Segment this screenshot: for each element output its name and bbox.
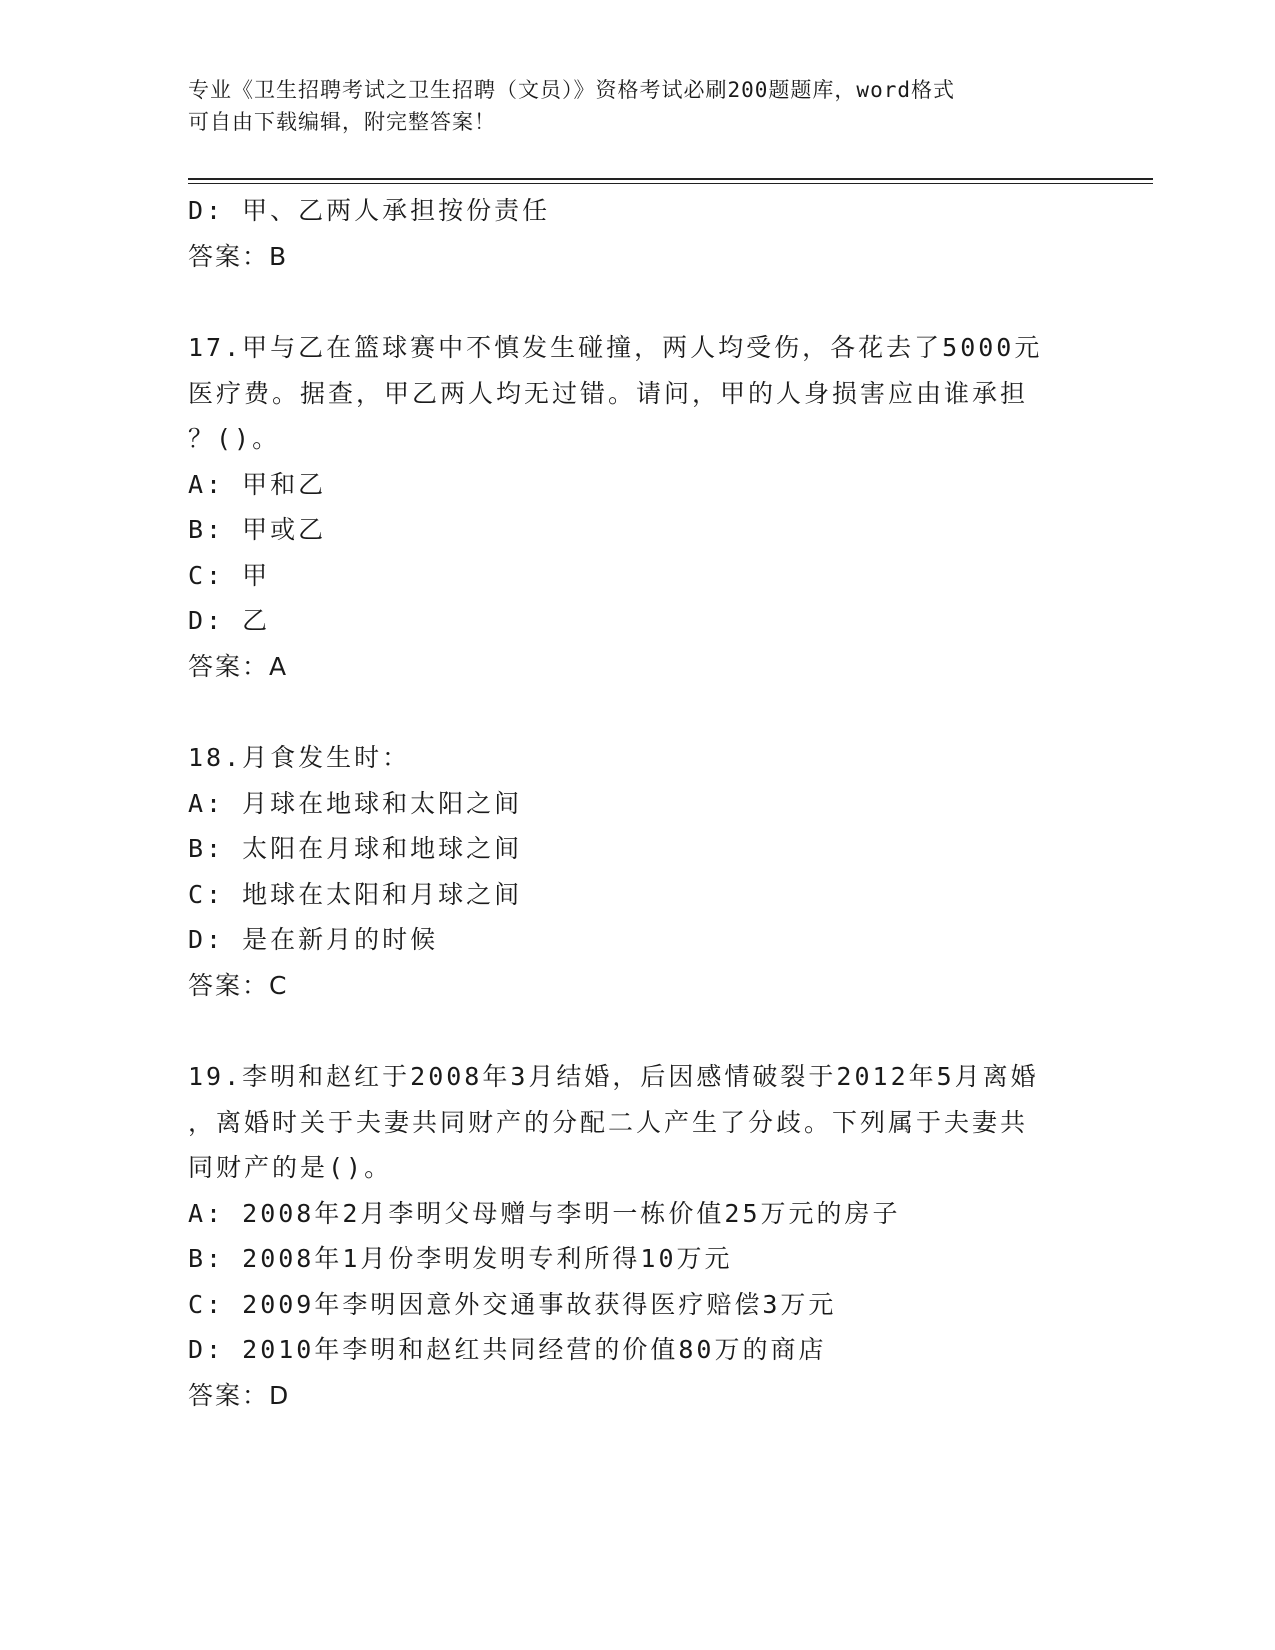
header-divider-thin	[188, 183, 1153, 184]
header-divider-thick	[188, 178, 1153, 180]
option-b: B: 2008年1月份李明发明专利所得10万元	[188, 1244, 733, 1273]
question-content	[188, 188, 1088, 1418]
answer-line: 答案：B	[188, 241, 289, 271]
question-stem-line: 医疗费。据查，甲乙两人均无过错。请问，甲的人身损害应由谁承担	[188, 378, 1029, 408]
answer-line: 答案：A	[188, 651, 289, 681]
option-d: D: 乙	[188, 606, 271, 635]
option-a: A: 甲和乙	[188, 469, 327, 499]
option-b: B: 甲或乙	[188, 515, 327, 544]
option-c: C: 甲	[188, 560, 271, 590]
option-d: D: 甲、乙两人承担按份责任	[188, 196, 551, 225]
question-stem-line: 同财产的是()。	[188, 1153, 393, 1182]
question-stem-line: 17.甲与乙在篮球赛中不慎发生碰撞，两人均受伤，各花去了5000元	[188, 333, 1043, 362]
question-16-tail	[188, 188, 1088, 279]
question-19	[188, 1054, 1088, 1418]
option-c: C: 2009年李明因意外交通事故获得医疗赔偿3万元	[188, 1289, 837, 1319]
option-c: C: 地球在太阳和月球之间	[188, 879, 523, 909]
option-d: D: 2010年李明和赵红共同经营的价值80万的商店	[188, 1335, 827, 1364]
question-stem-line: ？()。	[188, 424, 281, 453]
option-b: B: 太阳在月球和地球之间	[188, 834, 523, 863]
question-stem-line: 19.李明和赵红于2008年3月结婚，后因感情破裂于2012年5月离婚	[188, 1062, 1039, 1091]
question-17	[188, 325, 1088, 689]
question-stem-line: 18.月食发生时：	[188, 743, 411, 772]
answer-line: 答案：C	[188, 970, 289, 1000]
option-d: D: 是在新月的时候	[188, 925, 439, 954]
answer-line: 答案：D	[188, 1380, 291, 1410]
question-18	[188, 735, 1088, 1008]
header-line-2: 可自由下载编辑，附完整答案！	[188, 110, 496, 134]
question-stem-line: ，离婚时关于夫妻共同财产的分配二人产生了分歧。下列属于夫妻共	[188, 1107, 1029, 1137]
option-a: A: 月球在地球和太阳之间	[188, 788, 523, 818]
option-a: A: 2008年2月李明父母赠与李明一栋价值25万元的房子	[188, 1198, 901, 1228]
page-header	[188, 74, 1068, 138]
header-line-1: 专业《卫生招聘考试之卫生招聘（文员）》资格考试必刷200题题库，word格式	[188, 78, 955, 102]
